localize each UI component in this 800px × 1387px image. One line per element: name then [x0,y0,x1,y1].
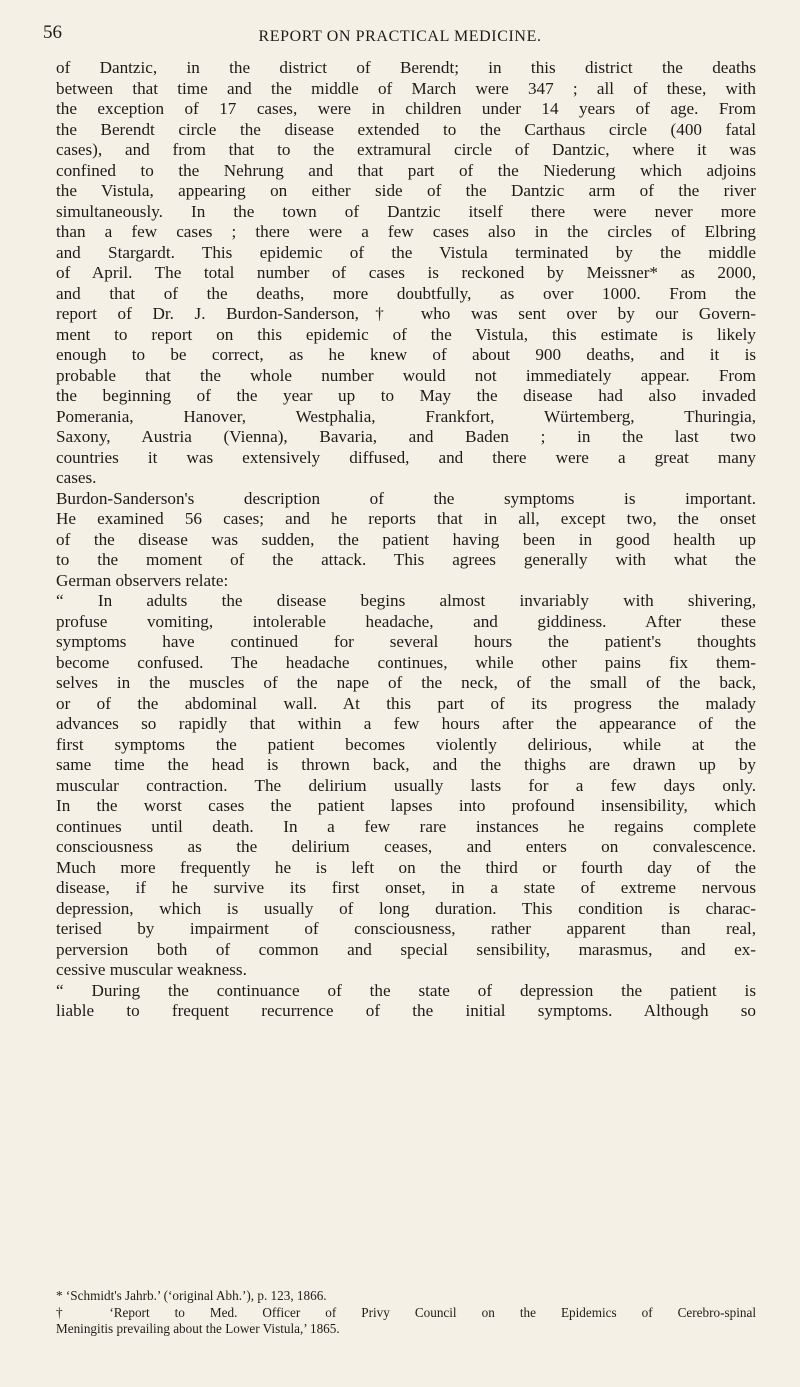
text-line: disease, if he survive its first onset, in a state of extreme nervous [56,878,756,897]
text-line: between that time and the middle of March were 347 ; all of these, with [56,78,756,98]
page-number: 56 [43,22,62,43]
text-line: German observers relate: [56,570,229,590]
footnotes [56,1288,756,1338]
footnote-line: Meningitis prevailing about the Lower Vistula,’ 1865. [56,1321,340,1337]
text-line: advances so rapidly that within a few hours after the appearance of the [56,714,756,733]
text-line: “ In adults the disease begins almost invariably with shivering, [56,591,756,610]
text-line: of Dantzic, in the district of Berendt; in this district the deaths [56,58,756,77]
text-line: to the moment of the attack. This agrees generally with what the [56,550,756,569]
text-line: Burdon-Sanderson's description of the symptoms is important. [56,488,756,508]
text-line: or of the abdominal wall. At this part of its progress the malady [56,693,756,713]
footnote-line: † ‘Report to Med. Officer of Privy Council on the Epidemics of Cerebro-spinal [56,1304,756,1320]
text-line: consciousness as the delirium ceases, and enters on convalescence. [56,837,756,856]
text-line: confined to the Nehrung and that part of the Niederung which adjoins [56,160,756,180]
text-line: liable to frequent recurrence of the initial symptoms. Although so [56,1001,756,1020]
text-line: become confused. The headache continues, while other pains fix them- [56,652,756,672]
text-line: perversion both of common and special sensibility, marasmus, and ex- [56,939,756,959]
footnote-line: * ‘Schmidt's Jahrb.’ (‘original Abh.’), p. 123, 1866. [56,1288,327,1303]
text-line: probable that the whole number would not immediately appear. From [56,365,756,385]
text-line: the exception of 17 cases, were in children under 14 years of age. From [56,99,756,118]
text-line: of the disease was sudden, the patient having been in good health up [56,529,756,549]
text-line: first symptoms the patient becomes violently delirious, while at the [56,734,756,754]
text-line: Much more frequently he is left on the third or fourth day of the [56,857,756,877]
text-line: symptoms have continued for several hours the patient's thoughts [56,632,756,651]
text-line: Pomerania, Hanover, Westphalia, Frankfort, Würtemberg, Thuringia, [56,406,756,426]
text-line: continues until death. In a few rare instances he regains complete [56,816,756,836]
text-line: report of Dr. J. Burdon-Sanderson,† who was sent over by our Govern- [56,304,756,323]
text-line: cases), and from that to the extramural circle of Dantzic, where it was [56,140,756,159]
text-line: selves in the muscles of the nape of the neck, of the small of the back, [56,673,756,692]
text-line: profuse vomiting, intolerable headache, and giddiness. After these [56,611,756,631]
text-line: and Stargardt. This epidemic of the Vistula terminated by the middle [56,242,756,262]
text-line: simultaneously. In the town of Dantzic itself there were never more [56,201,756,221]
text-line: of April. The total number of cases is reckoned by Meissner* as 2000, [56,263,756,282]
text-line: ment to report on this epidemic of the Vistula, this estimate is likely [56,324,756,344]
text-line: cessive muscular weakness. [56,960,247,979]
text-line: and that of the deaths, more doubtfully, as over 1000. From the [56,283,756,303]
text-line: same time the head is thrown back, and the thighs are drawn up by [56,755,756,774]
text-line: countries it was extensively diffused, and there were a great many [56,447,756,467]
text-line: the Berendt circle the disease extended to the Carthaus circle (400 fatal [56,119,756,139]
text-line: than a few cases ; there were a few cases also in the circles of Elbring [56,222,756,241]
body-text [56,58,756,1022]
text-line: terised by impairment of consciousness, rather apparent than real, [56,919,756,938]
text-line: the beginning of the year up to May the disease had also invaded [56,386,756,405]
text-line: enough to be correct, as he knew of about 900 deaths, and it is [56,345,756,364]
text-line: Saxony, Austria (Vienna), Bavaria, and Baden ; in the last two [56,427,756,446]
text-line: He examined 56 cases; and he reports that in all, except two, the onset [56,509,756,528]
text-line: the Vistula, appearing on either side of the Dantzic arm of the river [56,181,756,200]
text-line: depression, which is usually of long duration. This condition is charac- [56,898,756,918]
text-line: muscular contraction. The delirium usually lasts for a few days only. [56,775,756,795]
text-line: cases. [56,468,97,487]
text-line: “ During the continuance of the state of depression the patient is [56,980,756,1000]
running-head: REPORT ON PRACTICAL MEDICINE. [258,28,542,45]
text-line: In the worst cases the patient lapses into profound insensibility, which [56,796,756,815]
